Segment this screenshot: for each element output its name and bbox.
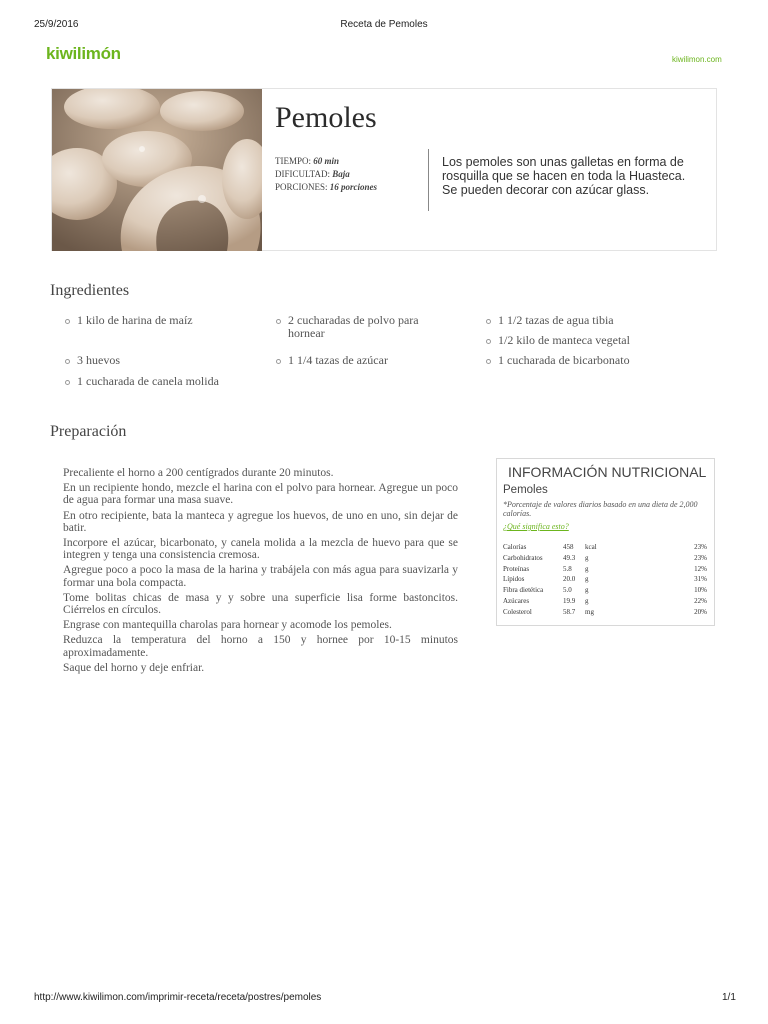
print-page-title: Receta de Pemoles [340,19,428,30]
nutrition-note: *Porcentaje de valores diarios basado en una dieta de 2,000 calorías. [503,500,698,518]
bullet-icon [486,359,491,364]
preparation-steps [63,467,458,677]
recipe-title: Pemoles [275,101,377,134]
meta-servings: PORCIONES: 16 porciones [275,182,378,192]
print-url: http://www.kiwilimon.com/imprimir-receta/receta/postres/pemoles [34,992,322,1003]
recipe-description: Los pemoles son unas galletas en forma de rosquilla que se hacen en toda la Huasteca. Se pueden decorar con azúcar glass. [442,155,686,197]
recipe-photo [52,89,262,251]
nutrition-heading: INFORMACIÓN NUTRICIONAL [508,464,707,480]
preparation-heading: Preparación [50,423,127,440]
ingredients-heading: Ingredientes [50,282,130,299]
nutrition-row: Colesterol 58.7 mg 20% [503,607,707,616]
print-page-number: 1/1 [722,992,736,1003]
bullet-icon [65,359,70,364]
ingredient-item: 1 1/2 tazas de agua tibia [486,314,614,327]
ingredient-item: 1 cucharada de canela molida [65,375,219,388]
vertical-divider [428,149,429,211]
ingredient-item: 1 1/4 tazas de azúcar [276,354,388,367]
meta-time: TIEMPO: 60 min [275,156,340,166]
nutrition-row: Azúcares 19.9 g 22% [503,596,707,605]
preparation-step: Agregue poco a poco la masa de la harina y trabájela con más agua para suavizarla y formar una bola compacta. [63,564,458,589]
nutrition-table [503,543,709,619]
nutrition-box [496,458,715,626]
nutrition-help-link[interactable]: ¿Qué significa esto? [503,522,569,531]
preparation-step: Precaliente el horno a 200 centígrados durante 20 minutos. [63,467,334,479]
ingredient-item: 3 huevos [65,354,120,367]
kiwilimon-logo[interactable]: kiwilimón [46,44,121,63]
ingredient-item: 1/2 kilo de manteca vegetal [486,334,630,347]
bullet-icon [486,339,491,344]
preparation-step: En otro recipiente, bata la manteca y agregue los huevos, de uno en uno, sin dejar de batir. [63,509,458,534]
preparation-step: En un recipiente hondo, mezcle el harina con el polvo para hornear. Agregue un poco de agua para formar una masa suave. [63,482,458,507]
site-link[interactable]: kiwilimon.com [672,55,722,64]
nutrition-row: Lípidos 20.0 g 31% [503,575,707,584]
recipe-card [51,88,717,251]
bullet-icon [65,319,70,324]
nutrition-row: Proteínas 5.8 g 12% [503,564,707,573]
preparation-step: Engrase con mantequilla charolas para hornear y acomode los pemoles. [63,619,392,632]
bullet-icon [486,319,491,324]
bullet-icon [276,359,281,364]
preparation-step: Tome bolitas chicas de masa y y sobre una superficie lisa forme bastoncitos. Ciérrelos en círculos. [63,591,458,617]
nutrition-recipe-name: Pemoles [503,484,548,496]
preparation-step: Saque del horno y deje enfriar. [63,661,205,674]
ingredient-item: 2 cucharadas de polvo para hornear [276,314,453,340]
meta-difficulty: DIFICULTAD: Baja [275,169,350,179]
print-date: 25/9/2016 [34,19,79,30]
nutrition-row: Carbohidratos 49.3 g 23% [503,553,707,562]
recipe-meta [275,155,377,194]
nutrition-row: Calorías 458 kcal 23% [503,543,707,551]
preparation-step: Incorpore el azúcar, bicarbonato, y canela molida a la mezcla de huevo para que se integren y tenga una consistencia cremosa. [63,537,458,562]
preparation-step: Reduzca la temperatura del horno a 150 y hornee por 10-15 minutos aproximadamente. [63,634,458,659]
bullet-icon [65,380,70,385]
pemoles-photo-illustration [52,89,262,251]
ingredient-item: 1 cucharada de bicarbonato [486,354,630,367]
nutrition-row: Fibra dietética 5.0 g 10% [503,586,707,595]
bullet-icon [276,319,281,324]
ingredient-item: 1 kilo de harina de maíz [65,314,193,327]
